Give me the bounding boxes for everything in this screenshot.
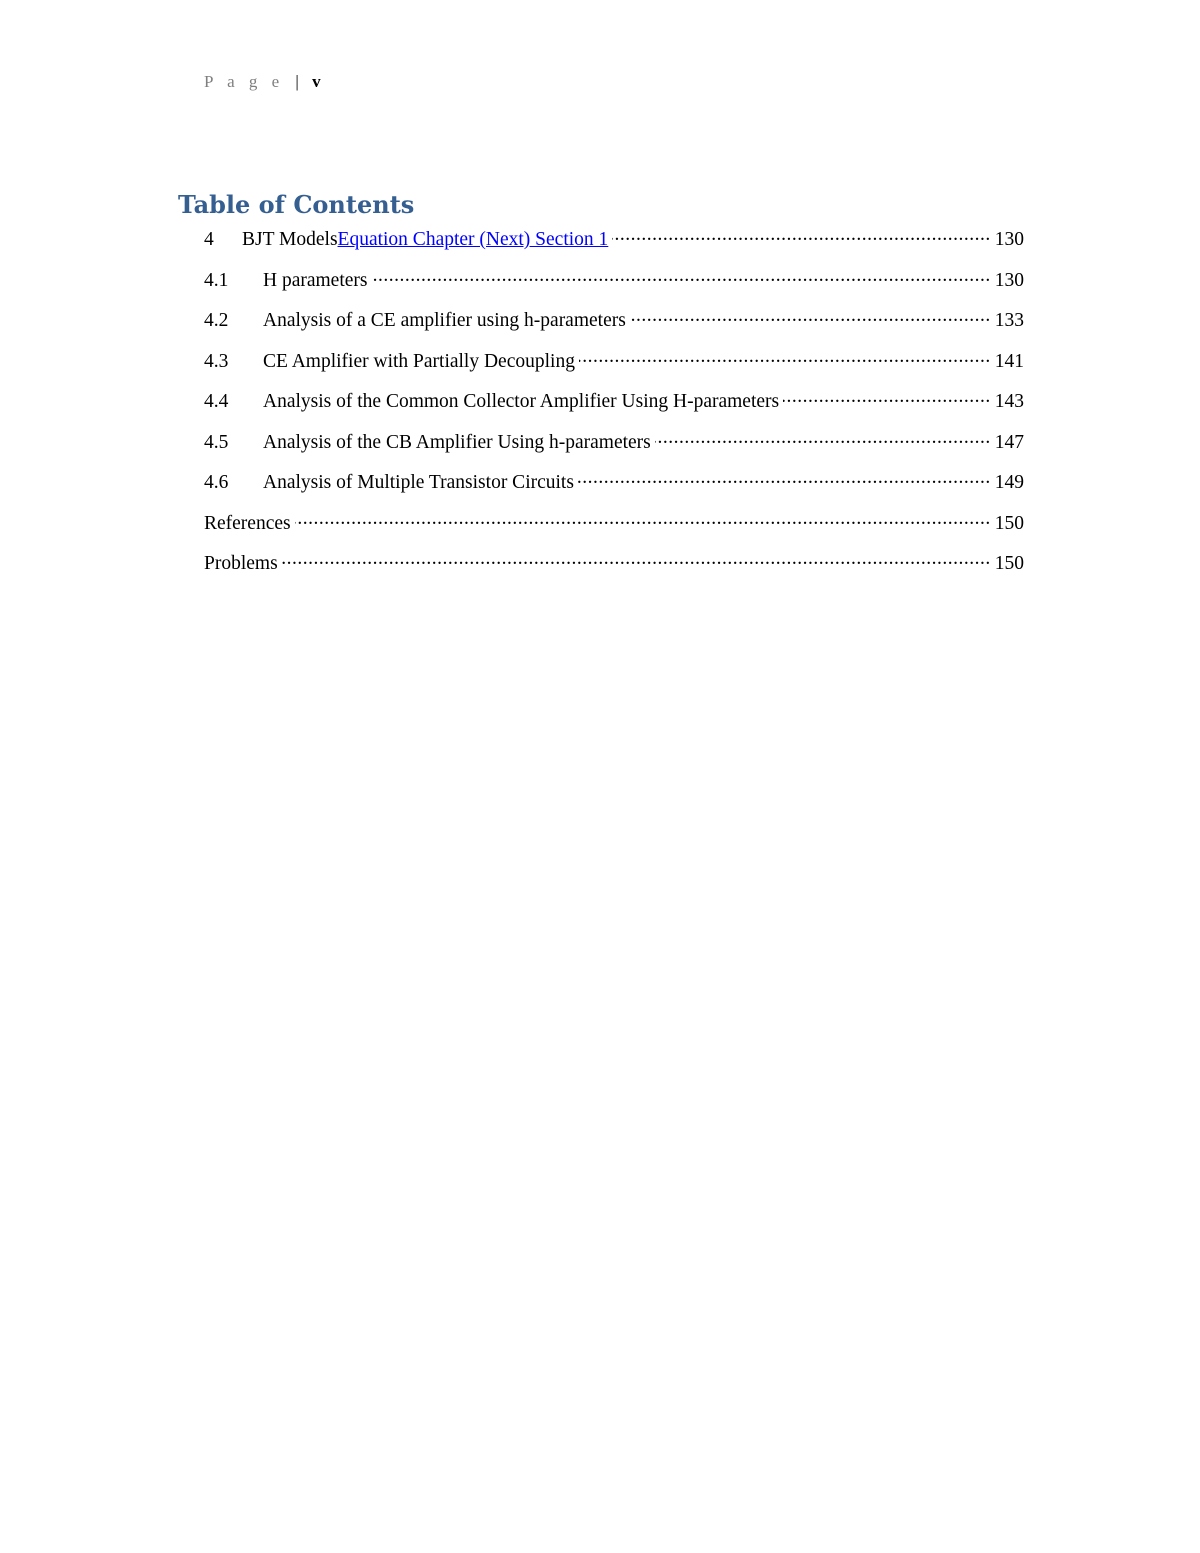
toc-entry-page: 133 xyxy=(994,310,1024,331)
toc-entry-number: 4.4 xyxy=(204,391,229,412)
dot-leader xyxy=(578,468,991,488)
toc-entry-page: 147 xyxy=(994,431,1024,453)
dot-leader xyxy=(579,347,991,367)
toc-entry-page: 130 xyxy=(994,269,1024,291)
toc-entry-page: 143 xyxy=(994,391,1024,412)
toc-entry-page: 130 xyxy=(994,229,1024,250)
dot-leader xyxy=(372,266,991,286)
toc-entry-page: 149 xyxy=(994,472,1024,493)
toc-entry-title: BJT Models xyxy=(242,229,338,250)
toc-entry-title: References xyxy=(204,512,291,534)
page-number: v xyxy=(312,72,321,91)
dot-leader xyxy=(783,387,991,407)
toc-entry-4-3[interactable] xyxy=(204,346,1024,387)
toc-entry-title: Analysis of the Common Collector Amplifier Using H-parameters xyxy=(263,391,780,412)
toc-entry-4-6[interactable] xyxy=(204,467,1024,508)
toc-entry-number: 4.2 xyxy=(204,310,229,331)
toc-entry-number: 4.6 xyxy=(204,472,229,493)
toc-entry-title: Analysis of a CE amplifier using h-parameters xyxy=(263,310,626,331)
dot-leader xyxy=(295,509,991,529)
table-of-contents xyxy=(204,224,1024,589)
toc-entry-4-1[interactable] xyxy=(204,265,1024,306)
toc-entry-page: 150 xyxy=(994,553,1024,574)
toc-entry-problems[interactable] xyxy=(204,548,1024,589)
toc-entry-title: H parameters xyxy=(263,269,368,291)
toc-entry-page: 150 xyxy=(994,512,1024,534)
toc-entry-title: Analysis of the CB Amplifier Using h-parameters xyxy=(263,431,651,453)
dot-leader xyxy=(630,306,991,326)
toc-entry-title: Analysis of Multiple Transistor Circuits xyxy=(263,472,574,493)
page-label: P a g e xyxy=(204,72,285,91)
toc-entry-number: 4.3 xyxy=(204,350,229,372)
equation-chapter-link[interactable]: Equation Chapter (Next) Section 1 xyxy=(337,229,609,250)
toc-entry-number: 4.5 xyxy=(204,431,229,453)
dot-leader xyxy=(612,225,990,245)
toc-entry-4-5[interactable] xyxy=(204,427,1024,468)
toc-entry-title: Problems xyxy=(204,553,278,574)
toc-entry-number: 4.1 xyxy=(204,269,229,291)
page-header xyxy=(204,72,321,92)
page-separator: | xyxy=(295,72,299,91)
toc-entry-page: 141 xyxy=(994,350,1024,372)
toc-entry-references[interactable] xyxy=(204,508,1024,549)
toc-entry-title: CE Amplifier with Partially Decoupling xyxy=(263,350,575,372)
toc-entry-number: 4 xyxy=(204,229,214,250)
toc-title: Table of Contents xyxy=(178,190,415,219)
dot-leader xyxy=(282,549,991,569)
toc-entry-4-4[interactable] xyxy=(204,386,1024,427)
toc-entry-4-2[interactable] xyxy=(204,305,1024,346)
dot-leader xyxy=(655,428,991,448)
toc-entry-chapter-4[interactable] xyxy=(204,224,1024,265)
